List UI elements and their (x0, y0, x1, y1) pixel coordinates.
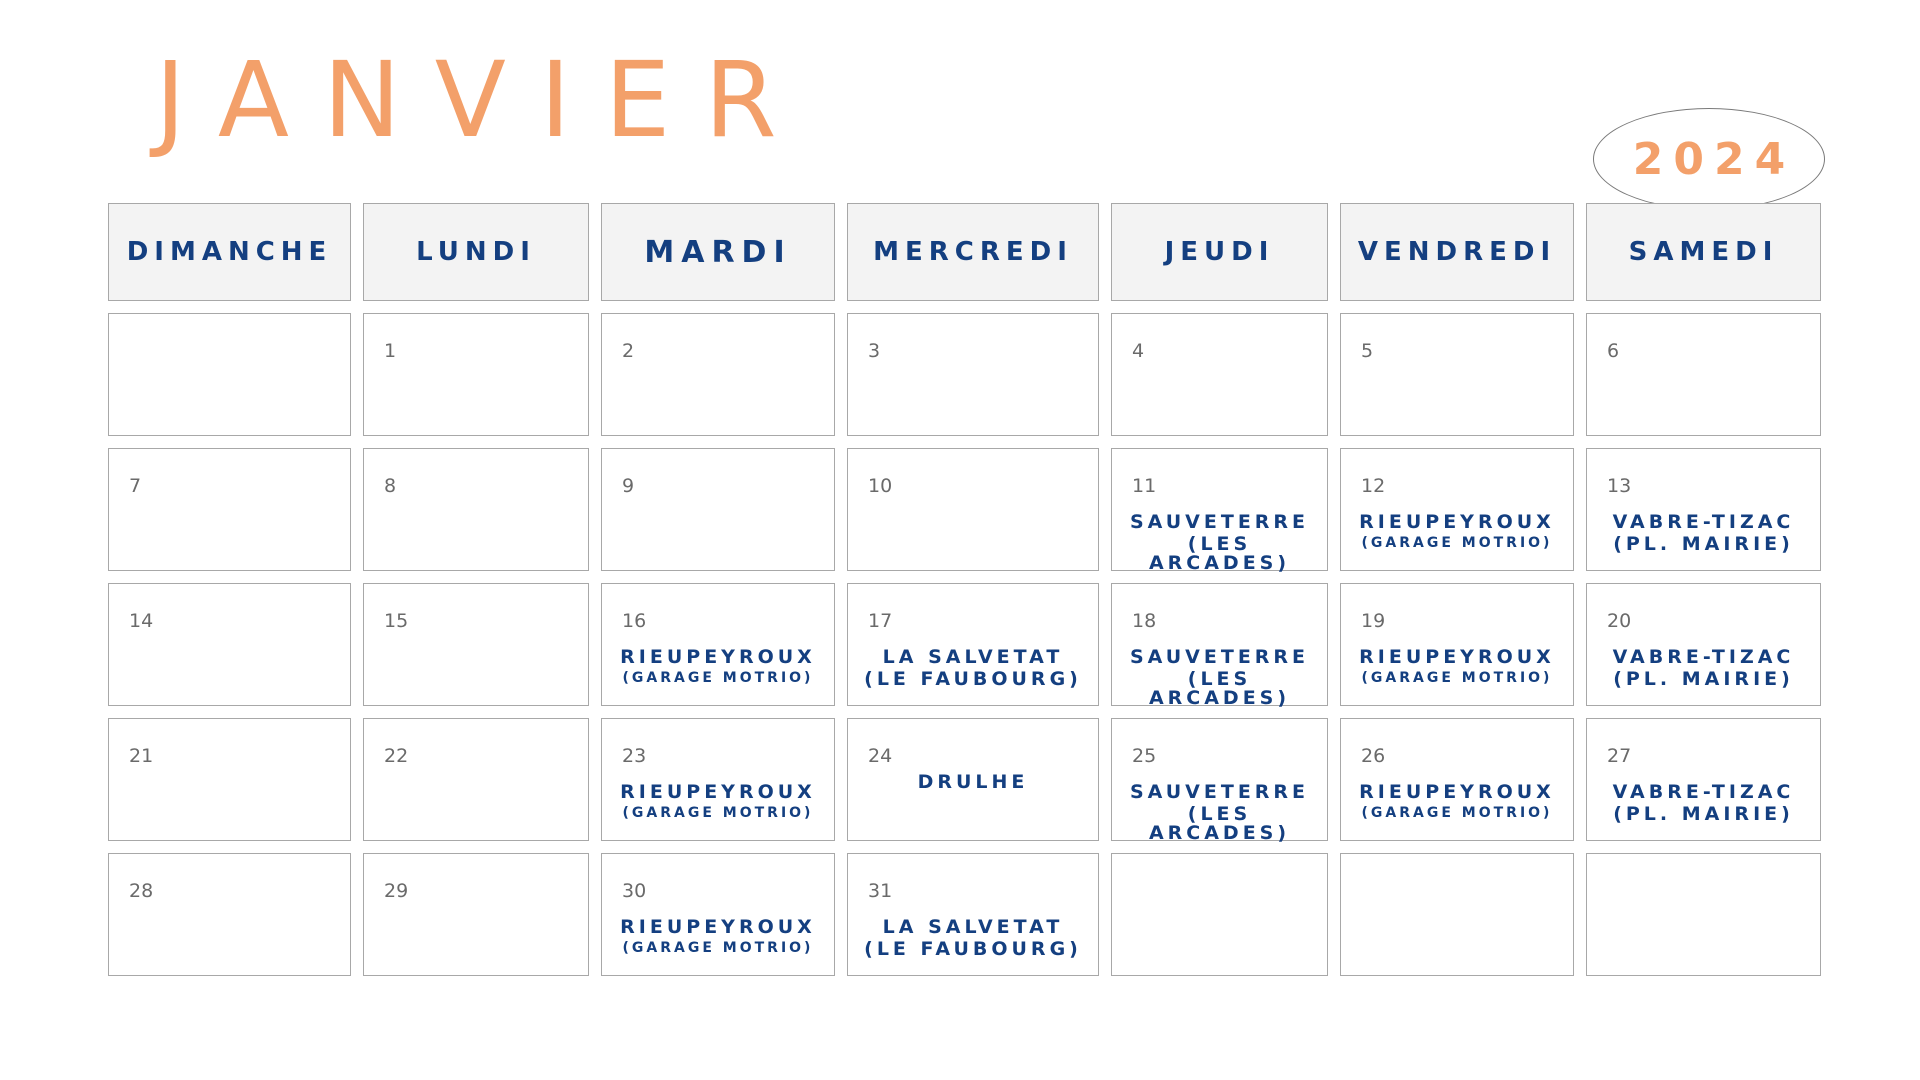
day-cell (108, 583, 351, 706)
day-number: 18 (1132, 610, 1157, 632)
year-label: 2024 (1632, 133, 1796, 185)
event-location: RIEUPEYROUX (1359, 511, 1555, 533)
weekday-header-vendredi: VENDREDI (1340, 203, 1574, 301)
day-number: 4 (1132, 340, 1145, 362)
day-number: 26 (1361, 745, 1386, 767)
event-location: RIEUPEYROUX (620, 646, 816, 668)
event-label (1112, 513, 1327, 573)
event-label (848, 773, 1098, 792)
day-number: 30 (622, 880, 647, 902)
day-cell (363, 313, 589, 436)
weekday-header-dimanche: DIMANCHE (108, 203, 351, 301)
day-number: 27 (1607, 745, 1632, 767)
day-number: 11 (1132, 475, 1157, 497)
day-cell (601, 448, 835, 571)
day-number: 1 (384, 340, 397, 362)
event-location: LA SALVETAT (882, 916, 1064, 938)
event-label (1587, 513, 1820, 554)
day-number: 2 (622, 340, 635, 362)
day-cell (601, 583, 835, 706)
year-badge (1593, 108, 1825, 210)
day-cell (1586, 583, 1821, 706)
day-number: 17 (868, 610, 893, 632)
weekday-header-jeudi: JEUDI (1111, 203, 1328, 301)
day-number: 15 (384, 610, 409, 632)
day-number: 5 (1361, 340, 1374, 362)
event-location: DRULHE (917, 771, 1029, 793)
event-place: (LE FAUBOURG) (864, 938, 1082, 960)
day-number: 29 (384, 880, 409, 902)
day-cell (601, 718, 835, 841)
event-location: RIEUPEYROUX (620, 916, 816, 938)
event-place: (GARAGE MOTRIO) (1361, 535, 1553, 551)
weekday-header-mercredi: MERCREDI (847, 203, 1099, 301)
day-cell (363, 583, 589, 706)
calendar-grid (108, 203, 1822, 976)
day-cell (108, 448, 351, 571)
event-place: (LES ARCADES) (1148, 803, 1291, 844)
day-cell (1340, 448, 1574, 571)
day-number: 12 (1361, 475, 1386, 497)
event-label (602, 783, 834, 820)
day-number: 16 (622, 610, 647, 632)
event-location: VABRE-TIZAC (1612, 781, 1795, 803)
event-place: (GARAGE MOTRIO) (622, 670, 814, 686)
event-place: (GARAGE MOTRIO) (1361, 805, 1553, 821)
event-label (1341, 648, 1573, 685)
event-label (1587, 783, 1820, 824)
event-label (848, 648, 1098, 689)
event-label (848, 918, 1098, 959)
day-number: 6 (1607, 340, 1620, 362)
day-cell (1111, 583, 1328, 709)
day-cell (1340, 853, 1574, 976)
event-label (1112, 783, 1327, 843)
event-location: SAUVETERRE (1129, 646, 1310, 668)
month-title: JANVIER (155, 39, 811, 161)
event-place: (PL. MAIRIE) (1613, 533, 1794, 555)
day-cell (601, 313, 835, 436)
day-number: 23 (622, 745, 647, 767)
day-cell (1111, 718, 1328, 844)
day-cell (1586, 448, 1821, 571)
event-location: RIEUPEYROUX (620, 781, 816, 803)
day-cell (1111, 448, 1328, 574)
event-place: (PL. MAIRIE) (1613, 668, 1794, 690)
day-cell (847, 313, 1099, 436)
event-label (602, 648, 834, 685)
day-number: 7 (129, 475, 142, 497)
day-number: 10 (868, 475, 893, 497)
day-cell (363, 718, 589, 841)
day-number: 9 (622, 475, 635, 497)
event-location: RIEUPEYROUX (1359, 646, 1555, 668)
day-cell (108, 313, 351, 436)
event-place: (LES ARCADES) (1148, 668, 1291, 709)
day-cell (1111, 853, 1328, 976)
day-number: 24 (868, 745, 893, 767)
day-number: 3 (868, 340, 881, 362)
day-number: 31 (868, 880, 893, 902)
day-cell (363, 853, 589, 976)
day-number: 22 (384, 745, 409, 767)
event-place: (GARAGE MOTRIO) (622, 940, 814, 956)
day-cell (1340, 718, 1574, 841)
event-label (1341, 783, 1573, 820)
day-number: 20 (1607, 610, 1632, 632)
event-location: SAUVETERRE (1129, 781, 1310, 803)
day-cell (1111, 313, 1328, 436)
event-place: (LE FAUBOURG) (864, 668, 1082, 690)
day-number: 14 (129, 610, 154, 632)
event-label (1112, 648, 1327, 708)
day-cell (847, 583, 1099, 706)
day-number: 19 (1361, 610, 1386, 632)
day-number: 21 (129, 745, 154, 767)
day-number: 28 (129, 880, 154, 902)
event-place: (GARAGE MOTRIO) (1361, 670, 1553, 686)
event-location: SAUVETERRE (1129, 511, 1310, 533)
day-cell (847, 853, 1099, 976)
event-place: (PL. MAIRIE) (1613, 803, 1794, 825)
event-location: VABRE-TIZAC (1612, 646, 1795, 668)
event-label (1587, 648, 1820, 689)
event-location: VABRE-TIZAC (1612, 511, 1795, 533)
day-cell (1586, 718, 1821, 841)
weekday-header-lundi: LUNDI (363, 203, 589, 301)
day-cell (108, 718, 351, 841)
day-number: 25 (1132, 745, 1157, 767)
day-number: 13 (1607, 475, 1632, 497)
day-cell (601, 853, 835, 976)
event-label (602, 918, 834, 955)
event-place: (GARAGE MOTRIO) (622, 805, 814, 821)
day-cell (847, 448, 1099, 571)
day-number: 8 (384, 475, 397, 497)
day-cell (1340, 313, 1574, 436)
event-location: LA SALVETAT (882, 646, 1064, 668)
event-location: RIEUPEYROUX (1359, 781, 1555, 803)
day-cell (108, 853, 351, 976)
weekday-header-mardi: MARDI (601, 203, 835, 301)
day-cell (1586, 313, 1821, 436)
event-place: (LES ARCADES) (1148, 533, 1291, 574)
day-cell (1340, 583, 1574, 706)
day-cell (363, 448, 589, 571)
day-cell (847, 718, 1099, 841)
event-label (1341, 513, 1573, 550)
day-cell (1586, 853, 1821, 976)
weekday-header-samedi: SAMEDI (1586, 203, 1821, 301)
